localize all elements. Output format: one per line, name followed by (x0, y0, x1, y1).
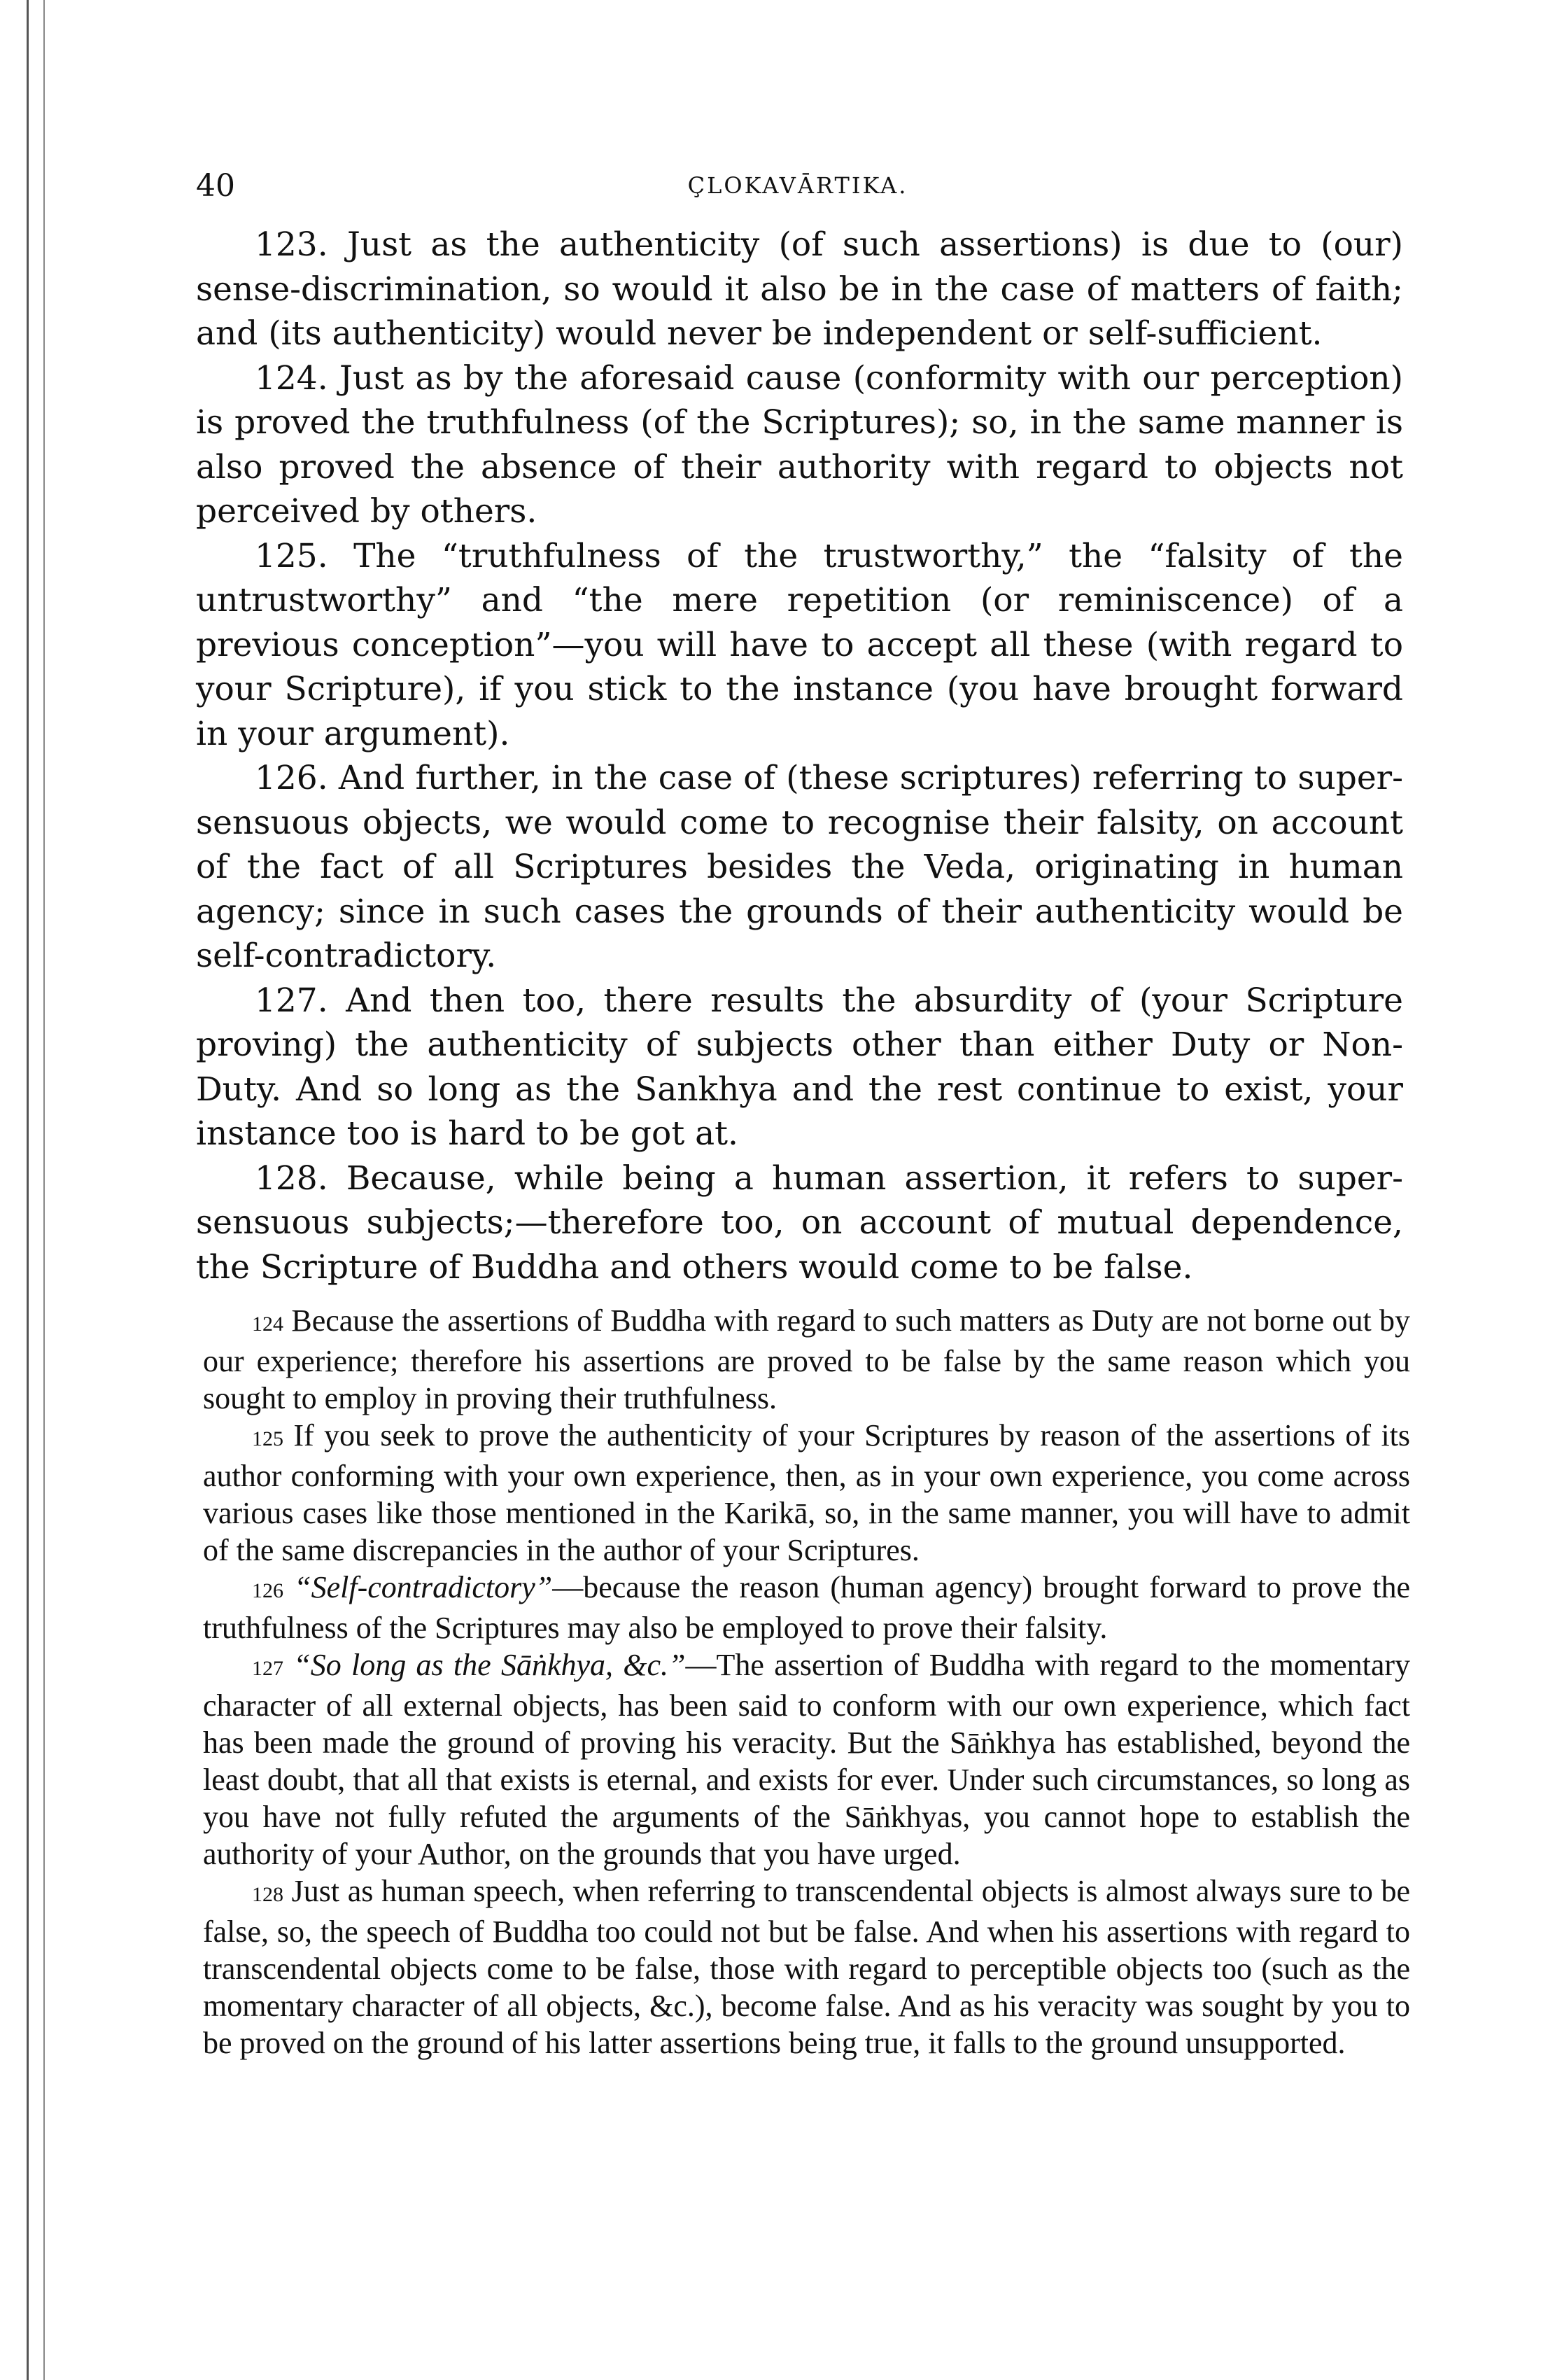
footnote-lead: “Self-contradictory” (294, 1570, 553, 1604)
verse-number: 125. (255, 536, 328, 575)
verse-text: Because, while being a human assertion, it refers to super-sensuous subjects;—therefore too, on account of mutual dependence, the Scripture of Buddha and others would come to be false. (196, 1158, 1403, 1287)
footnote-text: Just as human speech, when referring to transcendental objects is almost always sure to be false, so, the speech of Buddha too could not but be false. And when his assertions with regard to transcendental objects come to be false, those with regard to perceptible objects too (such as the momentary character of all objects, &c.), become false. And as his veracity was sought by you to be proved on the ground of his latter assertions being true, it falls to the ground unsupported. (203, 1874, 1410, 2060)
verse-text: Just as by the aforesaid cause (conformity with our perception) is proved the truthfulness (of the Scriptures); so, in the same manner is also proved the absence of their authority with regard to objects not perceived by others. (196, 358, 1403, 531)
scan-edge-line (43, 0, 45, 2380)
page-header (196, 168, 1400, 210)
verse-124 (196, 356, 1403, 534)
footnote-number: 127 (252, 1657, 283, 1680)
running-head: ÇLOKAVĀRTIKA. (687, 172, 908, 199)
verse-128 (196, 1156, 1403, 1290)
footnote-124 (203, 1302, 1410, 1417)
verse-number: 127. (255, 981, 328, 1020)
footnote-127 (203, 1646, 1410, 1872)
verse-126 (196, 756, 1403, 979)
footnote-text: —because the reason (human agency) brought forward to prove the truthfulness of the Scriptures may also be employed to prove their falsity. (203, 1570, 1411, 1645)
footnote-125 (203, 1417, 1410, 1569)
verse-text: The “truthfulness of the trustworthy,” the “falsity of the untrustworthy” and “the mere repetition (or reminiscence) of a previous conception”—you will have to accept all these (with regard to your Scripture), if you stick to the instance (you have brought forward in your argument). (196, 536, 1403, 753)
verse-body (196, 223, 1403, 1289)
page-number: 40 (196, 168, 235, 204)
verse-number: 124. (255, 358, 328, 398)
verse-number: 123. (255, 225, 328, 264)
verse-125 (196, 534, 1403, 757)
footnote-128 (203, 1872, 1410, 2062)
verse-text: And further, in the case of (these scriptures) referring to super-sensuous objects, we would come to recognise their falsity, on account of the fact of all Scriptures besides the Veda, originating in human agency; since in such cases the grounds of their authenticity would be self-contradictory. (196, 759, 1403, 975)
scan-edge-line (27, 0, 29, 2380)
footnote-126 (203, 1569, 1410, 1646)
footnote-lead: “So long as the Sāṅkhya, &c.” (293, 1648, 686, 1682)
verse-number: 128. (255, 1158, 328, 1198)
verse-number: 126. (255, 759, 328, 797)
footnotes (203, 1302, 1410, 2062)
footnote-number: 125 (252, 1427, 283, 1450)
verse-123 (196, 223, 1403, 356)
footnote-number: 124 (252, 1312, 283, 1336)
verse-text: And then too, there results the absurdity of (your Scripture proving) the authenticity of subjects other than either Duty or Non-Duty. And so long as the Sankhya and the rest continue to exist, your instance too is hard to be got at. (196, 981, 1403, 1153)
footnote-text: —The assertion of Buddha with regard to the momentary character of all external objects, has been said to conform with our own experience, which fact has been made the ground of proving his veracity. But the Sāṅkhya has established, beyond the least doubt, that all that exists is eternal, and exists for ever. Under such circumstances, so long as you have not fully refuted the arguments of the Sāṅkhyas, you cannot hope to establish the authority of your Author, on the grounds that you have urged. (203, 1648, 1411, 1871)
footnote-text: If you seek to prove the authenticity of your Scriptures by reason of the assertions of its author conforming with your own experience, then, as in your own experience, you come across various cases like those mentioned in the Karikā, so, in the same manner, you will have to admit of the same discrepancies in the author of your Scriptures. (203, 1418, 1411, 1567)
footnote-number: 128 (252, 1883, 283, 1906)
verse-text: Just as the authenticity (of such assertions) is due to (our) sense-discrimination, so would it also be in the case of matters of faith; and (its authenticity) would never be independent or self-sufficient. (196, 225, 1403, 353)
footnote-number: 126 (252, 1579, 283, 1602)
footnote-text: Because the assertions of Buddha with regard to such matters as Duty are not borne out by our experience; therefore his assertions are proved to be false by the same reason which you sought to employ in proving their truthfulness. (203, 1303, 1411, 1415)
verse-127 (196, 979, 1403, 1156)
